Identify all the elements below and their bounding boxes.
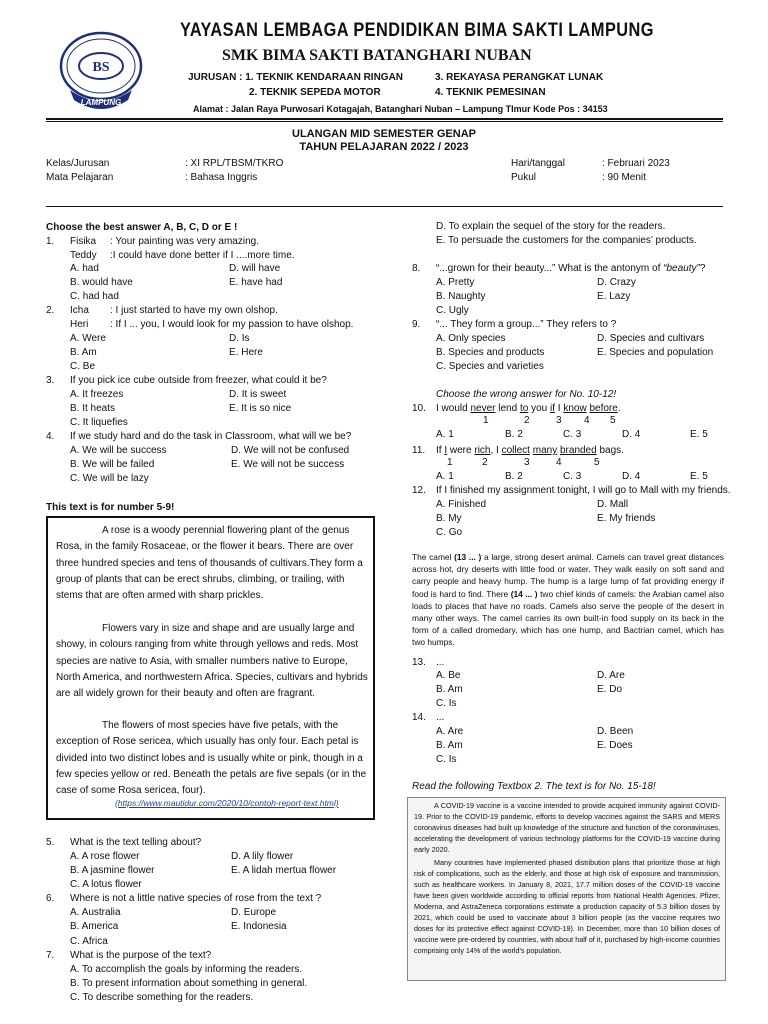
q14-text: ... xyxy=(436,712,445,723)
q1-option-c[interactable]: C. had had xyxy=(70,291,119,302)
q13-text: ... xyxy=(436,657,445,668)
instruction: Choose the best answer A, B, C, D or E ! xyxy=(46,222,238,233)
q6-number: 6. xyxy=(46,893,55,904)
text-heading: This text is for number 5-9! xyxy=(46,502,175,513)
q5-option-b[interactable]: B. A jasmine flower xyxy=(70,865,155,876)
camel-passage: The camel (13 ... ) a large, strong desert animal. Camels can travel great distances across hot, dry deserts with little food or water. They walk easily on soft sand and carry people and heavy hump. The hump is a large lump of fat providing energy if food is hard to find. There (14 ... ) two chief kinds of camels: the Arabian camel also loads to places that have no roads. Camels also serve the people of the desert in many other ways. The camel carries its own built-in food supply on its back in the form of a called dromedary, which has one hump, and Bactrian camel, which has two humps. xyxy=(412,552,724,648)
q2-option-a[interactable]: A. Were xyxy=(70,333,106,344)
exam-year: TAHUN PELAJARAN 2022 / 2023 xyxy=(299,141,469,153)
q13-option-a[interactable]: A. Be xyxy=(436,670,461,681)
q11-mark-1: 1 xyxy=(447,457,453,468)
q13-option-c[interactable]: C. Is xyxy=(436,698,457,709)
q1-line-b: :I could have done better if I ....more time. xyxy=(110,250,295,261)
q9-option-a[interactable]: A. Only species xyxy=(436,333,506,344)
passage-paragraph-2: Flowers vary in size and shape and are usually large and showy, in colours ranging from white through yellows and reds. Most species are native to Asia, with smaller numbers native to Europe, North America, and northwestern Africa. Species, cultivars and hybrids are all widely grown for their beauty and often are fragrant. xyxy=(56,623,368,700)
q10-mark-3: 3 xyxy=(556,415,562,426)
q14-option-a[interactable]: A. Are xyxy=(436,726,464,737)
q5-option-d[interactable]: D. A lily flower xyxy=(231,851,294,862)
q12-option-d[interactable]: D. Mall xyxy=(597,499,629,510)
q12-option-a[interactable]: A. Finished xyxy=(436,499,487,510)
q11-option-a[interactable]: A. 1 xyxy=(436,471,454,482)
q10-option-e[interactable]: E. 5 xyxy=(690,429,708,440)
mapel-label: Mata Pelajaran xyxy=(46,172,114,183)
q10-option-b[interactable]: B. 2 xyxy=(505,429,523,440)
q11-number: 11. xyxy=(412,445,426,456)
exam-title: ULANGAN MID SEMESTER GENAP xyxy=(292,128,476,140)
q6-option-a[interactable]: A. Australia xyxy=(70,907,121,918)
q14-option-d[interactable]: D. Been xyxy=(597,726,634,737)
q14-number: 14. xyxy=(412,712,426,723)
q2-line-b: : If I ... you, I would look for my passion to have olshop. xyxy=(110,319,354,330)
jurusan-2: 2. TEKNIK SEPEDA MOTOR xyxy=(249,87,381,98)
q11-text: If I were rich, I collect many branded bags. xyxy=(436,445,624,456)
q2-option-d[interactable]: D. Is xyxy=(229,333,250,344)
q6-option-c[interactable]: C. Africa xyxy=(70,936,108,947)
covid-paragraph-2: Many countries have implemented phased distribution plans that prioritize those at high risk of complications, such as the elderly, and those at high risk of exposure and transmission, such as healthcare workers. In January 8, 2021, 17.7 million doses of the COVID-19 vaccine have been given worldwide according to official reports from National Health Agencies. Pfizer, Moderna, and AstraZeneca corporations estimate a production capacity of 5.3 billion doses by 2021, which could be used to vaccinate about 3 billion people (as the vaccine requires two doses for its protective effect against COVID-19). In December, more than 10 billion doses of vaccine were pre-ordered by countries, with about half of it, purchased by high-income countries comprising only 14% of the world's population. xyxy=(414,858,720,955)
q1-speaker-a: Fisika xyxy=(70,236,97,247)
q3-option-a[interactable]: A. It freezes xyxy=(70,389,124,400)
svg-text:LAMPUNG: LAMPUNG xyxy=(80,98,122,107)
mapel-value: : Bahasa Inggris xyxy=(185,172,258,183)
q4-option-d[interactable]: D. We will not be confused xyxy=(231,445,350,456)
q8-option-b[interactable]: B. Naughty xyxy=(436,291,486,302)
source-link[interactable]: (https://www.mautidur.com/2020/10/contoh-report-text.html) xyxy=(115,798,339,808)
q9-number: 9. xyxy=(412,319,421,330)
q1-option-e[interactable]: E. have had xyxy=(229,277,283,288)
q8-text: “...grown for their beauty...” What is the antonym of “beauty”? xyxy=(436,263,706,274)
q10-option-c[interactable]: C. 3 xyxy=(563,429,582,440)
foundation-name: YAYASAN LEMBAGA PENDIDIKAN BIMA SAKTI LAMPUNG xyxy=(180,20,654,41)
svg-text:BS: BS xyxy=(92,60,110,75)
q9-option-b[interactable]: B. Species and products xyxy=(436,347,545,358)
q10-number: 10. xyxy=(412,403,426,414)
q11-mark-3: 3 xyxy=(524,457,530,468)
school-name: SMK BIMA SAKTI BATANGHARI NUBAN xyxy=(222,47,532,64)
q2-option-b[interactable]: B. Am xyxy=(70,347,97,358)
covid-heading: Read the following Textbox 2. The text is for No. 15-18! xyxy=(412,781,656,792)
q10-mark-2: 2 xyxy=(524,415,530,426)
q4-number: 4. xyxy=(46,431,55,442)
q4-option-b[interactable]: B. We will be failed xyxy=(70,459,155,470)
q3-number: 3. xyxy=(46,375,55,386)
q11-option-c[interactable]: C. 3 xyxy=(563,471,582,482)
q5-option-c[interactable]: C. A lotus flower xyxy=(70,879,142,890)
school-logo xyxy=(56,30,146,110)
jurusan-4: 4. TEKNIK PEMESINAN xyxy=(435,87,546,98)
q10-option-d[interactable]: D. 4 xyxy=(622,429,641,440)
q4-option-a[interactable]: A. We will be success xyxy=(70,445,167,456)
q14-option-e[interactable]: E. Does xyxy=(597,740,633,751)
q6-option-b[interactable]: B. America xyxy=(70,921,119,932)
q7-option-e[interactable]: E. To persuade the customers for the companies’ products. xyxy=(436,235,697,246)
covid-paragraph-1: A COVID-19 vaccine is a vaccine intended to provide acquired immunity against COVID-19. Prior to the COVID-19 pandemic, efforts to develop vaccines against the SARS and MERS coronavirus diseases had built up knowledge of the structure and function of the coronaviruses, accelerating the development of various technology platforms for the COVID-19 vaccine during early 2020. xyxy=(414,801,720,854)
q7-option-b[interactable]: B. To present information about something in general. xyxy=(70,978,308,989)
q1-line-a: : Your painting was very amazing. xyxy=(110,236,259,247)
q8-option-c[interactable]: C. Ugly xyxy=(436,305,469,316)
q2-option-e[interactable]: E. Here xyxy=(229,347,263,358)
q10-mark-4: 4 xyxy=(584,415,590,426)
q7-option-a[interactable]: A. To accomplish the goals by informing the readers. xyxy=(70,964,303,975)
q1-speaker-b: Teddy xyxy=(70,250,97,261)
q10-option-a[interactable]: A. 1 xyxy=(436,429,454,440)
header-divider-thin xyxy=(46,121,723,122)
q7-number: 7. xyxy=(46,950,55,961)
q12-text: If I finished my assignment tonight, I will go to Mall with my friends. xyxy=(436,485,731,496)
q13-option-b[interactable]: B. Am xyxy=(436,684,463,695)
q5-option-a[interactable]: A. A rose flower xyxy=(70,851,140,862)
q10-mark-5: 5 xyxy=(610,415,616,426)
info-divider xyxy=(46,206,723,207)
q5-option-e[interactable]: E. A lidah mertua flower xyxy=(231,865,337,876)
q11-mark-5: 5 xyxy=(594,457,600,468)
wrong-answer-heading: Choose the wrong answer for No. 10-12! xyxy=(436,389,617,400)
jurusan-1: JURUSAN : 1. TEKNIK KENDARAAN RINGAN xyxy=(188,72,404,83)
q9-option-c[interactable]: C. Species and varieties xyxy=(436,361,544,372)
q12-option-b[interactable]: B. My xyxy=(436,513,462,524)
q2-option-c[interactable]: C. Be xyxy=(70,361,96,372)
q12-option-e[interactable]: E. My friends xyxy=(597,513,656,524)
q13-number: 13. xyxy=(412,657,426,668)
passage-paragraph-3: The flowers of most species have five petals, with the exception of Rose sericea, which usually has only four. Each petal is divided into two distinct lobes and is usually white or pink, though in a few species yellow or red. Beneath the petals are five sepals (or in the case of some Rosa sericea, four). xyxy=(56,720,367,797)
q2-speaker-a: Icha xyxy=(70,305,89,316)
q8-number: 8. xyxy=(412,263,421,274)
q4-option-c[interactable]: C. We will be lazy xyxy=(70,473,149,484)
q12-number: 12. xyxy=(412,485,426,496)
q7-option-d[interactable]: D. To explain the sequel of the story for the readers. xyxy=(436,221,666,232)
q9-option-d[interactable]: D. Species and cultivars xyxy=(597,333,705,344)
q8-option-e[interactable]: E. Lazy xyxy=(597,291,631,302)
q1-option-a[interactable]: A. had xyxy=(70,263,99,274)
q5-number: 5. xyxy=(46,837,55,848)
q3-text: If you pick ice cube outside from freezer, what could it be? xyxy=(70,375,327,386)
kelas-value: : XI RPL/TBSM/TKRO xyxy=(185,158,284,169)
q6-text: Where is not a little native species of rose from the text ? xyxy=(70,893,322,904)
pukul-label: Pukul xyxy=(511,172,537,183)
q2-line-a: : I just started to have my own olshop. xyxy=(110,305,278,316)
jurusan-3: 3. REKAYASA PERANGKAT LUNAK xyxy=(435,72,604,83)
q4-option-e[interactable]: E. We will not be success xyxy=(231,459,345,470)
q11-option-e[interactable]: E. 5 xyxy=(690,471,708,482)
q1-number: 1. xyxy=(46,236,55,247)
q6-option-e[interactable]: E. Indonesia xyxy=(231,921,287,932)
q7-option-c[interactable]: C. To describe something for the readers. xyxy=(70,992,254,1003)
q13-option-d[interactable]: D. Are xyxy=(597,670,625,681)
q11-mark-2: 2 xyxy=(482,457,488,468)
q7-text: What is the purpose of the text? xyxy=(70,950,212,961)
q1-option-d[interactable]: D. will have xyxy=(229,263,281,274)
q2-number: 2. xyxy=(46,305,55,316)
q14-option-c[interactable]: C. Is xyxy=(436,754,457,765)
q5-text: What is the text telling about? xyxy=(70,837,202,848)
q14-option-b[interactable]: B. Am xyxy=(436,740,463,751)
q11-mark-4: 4 xyxy=(556,457,562,468)
q9-text: “... They form a group...” They refers to ? xyxy=(436,319,617,330)
q3-option-e[interactable]: E. It is so nice xyxy=(229,403,292,414)
q3-option-d[interactable]: D. It is sweet xyxy=(229,389,287,400)
q13-option-e[interactable]: E. Do xyxy=(597,684,623,695)
pukul-value: : 90 Menit xyxy=(602,172,646,183)
q3-option-c[interactable]: C. It liquefies xyxy=(70,417,128,428)
q8-option-d[interactable]: D. Crazy xyxy=(597,277,636,288)
header-divider xyxy=(46,118,723,120)
kelas-label: Kelas/Jurusan xyxy=(46,158,110,169)
hari-label: Hari/tanggal xyxy=(511,158,565,169)
q6-option-d[interactable]: D. Europe xyxy=(231,907,277,918)
q11-option-d[interactable]: D. 4 xyxy=(622,471,641,482)
q3-option-b[interactable]: B. It heats xyxy=(70,403,116,414)
q10-mark-1: 1 xyxy=(483,415,489,426)
q9-option-e[interactable]: E. Species and population xyxy=(597,347,714,358)
school-address: Alamat : Jalan Raya Purwosari Kotagajah, Batanghari Nuban – Lampung TImur Kode Pos : 34153 xyxy=(193,104,608,114)
q1-option-b[interactable]: B. would have xyxy=(70,277,133,288)
q10-text: I would never lend to you if I know before. xyxy=(436,403,621,414)
hari-value: : Februari 2023 xyxy=(602,158,670,169)
passage-paragraph-1: A rose is a woody perennial flowering plant of the genus Rosa, in the family Rosaceae, or the flower it bears. There are over three hundred species and tens of thousands of cultivars.They form a group of plants that can be erect shrubs, climbing, or trailing, with stems that are often armed with sharp prickles. xyxy=(56,525,363,602)
q12-option-c[interactable]: C. Go xyxy=(436,527,463,538)
q4-text: If we study hard and do the task in Classroom, what will we be? xyxy=(70,431,352,442)
q2-speaker-b: Heri xyxy=(70,319,89,330)
q8-option-a[interactable]: A. Pretty xyxy=(436,277,475,288)
q11-option-b[interactable]: B. 2 xyxy=(505,471,523,482)
